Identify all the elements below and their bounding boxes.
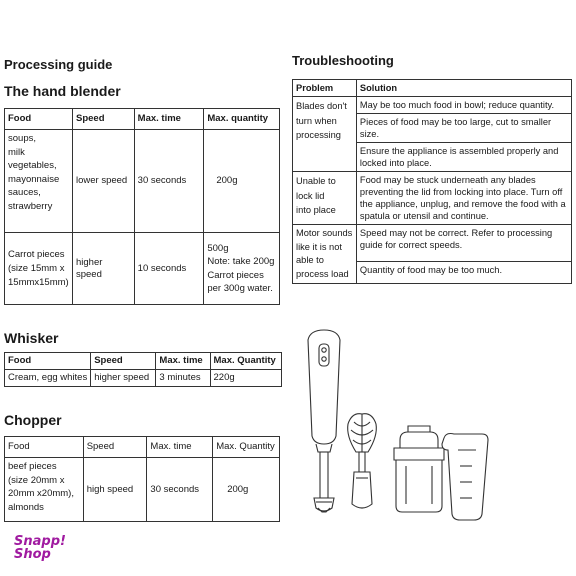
table-row (5, 458, 280, 522)
whisker-table (4, 352, 282, 387)
table-row (293, 97, 572, 114)
header-max-time: Max. time (147, 437, 213, 458)
cell-quantity: 200g (213, 458, 280, 522)
hand-blender-title: The hand blender (4, 83, 121, 99)
cell-food: soups, milk vegetables, mayonnaise sauces, strawberry (5, 130, 73, 233)
header-max-time: Max. time (156, 353, 210, 370)
cell-quantity: 220g (210, 370, 281, 387)
cell-problem: Motor sounds like it is not able to process load (293, 225, 357, 284)
table-row (5, 233, 280, 305)
table-row (293, 172, 572, 225)
cell-solution: Speed may not be correct. Refer to processing guide for correct speeds. (356, 225, 571, 262)
whisker-title: Whisker (4, 330, 59, 346)
cell-speed: higher speed (91, 370, 156, 387)
header-speed: Speed (91, 353, 156, 370)
table-row (5, 130, 280, 233)
hand-blender-illustration (308, 330, 340, 512)
beaker-illustration (442, 434, 488, 521)
table-header-row (5, 437, 280, 458)
header-max-quantity: Max. Quantity (213, 437, 280, 458)
cell-time: 30 seconds (147, 458, 213, 522)
cell-time: 30 seconds (134, 130, 204, 233)
header-food: Food (5, 353, 91, 370)
cell-quantity: 200g (204, 130, 280, 233)
logo-line-1: Snapp! (14, 534, 66, 549)
hand-blender-table (4, 108, 280, 305)
cell-solution: Quantity of food may be too much. (356, 262, 571, 284)
chopper-table (4, 436, 280, 522)
cell-solution: May be too much food in bowl; reduce quantity. (356, 97, 571, 114)
appliance-illustration (296, 326, 492, 526)
header-max-quantity: Max. quantity (204, 109, 280, 130)
header-speed: Speed (83, 437, 147, 458)
cell-solution: Ensure the appliance is assembled properly and locked into place. (356, 143, 571, 172)
header-speed: Speed (72, 109, 134, 130)
logo-line-2: Shop (14, 547, 51, 562)
chopper-illustration (394, 426, 444, 512)
header-food: Food (5, 109, 73, 130)
chopper-title: Chopper (4, 412, 62, 428)
header-problem: Problem (293, 80, 357, 97)
table-header-row (5, 109, 280, 130)
cell-quantity: 500g Note: take 200g Carrot pieces per 300g water. (204, 233, 280, 305)
troubleshooting-table (292, 79, 572, 284)
cell-speed: high speed (83, 458, 147, 522)
header-max-quantity: Max. Quantity (210, 353, 281, 370)
table-row (293, 225, 572, 262)
cell-speed: higher speed (72, 233, 134, 305)
troubleshooting-title: Troubleshooting (292, 53, 394, 68)
whisk-illustration (348, 414, 377, 508)
cell-food: Carrot pieces (size 15mm x 15mmx15mm) (5, 233, 73, 305)
header-max-time: Max. time (134, 109, 204, 130)
cell-time: 3 minutes (156, 370, 210, 387)
cell-problem: Blades don't turn when processing (293, 97, 357, 172)
cell-food: beef pieces (size 20mm x 20mm x20mm), almonds (5, 458, 84, 522)
table-header-row (293, 80, 572, 97)
header-food: Food (5, 437, 84, 458)
snapp-shop-logo (14, 535, 66, 561)
header-solution: Solution (356, 80, 571, 97)
processing-guide-title: Processing guide (4, 57, 113, 72)
cell-solution: Pieces of food may be too large, cut to smaller size. (356, 114, 571, 143)
cell-time: 10 seconds (134, 233, 204, 305)
cell-solution: Food may be stuck underneath any blades preventing the lid from locking into place. Turn off the appliance, unplug, and remove the food with a spatula or utensil and continue. (356, 172, 571, 225)
cell-speed: lower speed (72, 130, 134, 233)
table-row (5, 370, 282, 387)
cell-problem: Unable to lock lid into place (293, 172, 357, 225)
cell-food: Cream, egg whites (5, 370, 91, 387)
table-header-row (5, 353, 282, 370)
